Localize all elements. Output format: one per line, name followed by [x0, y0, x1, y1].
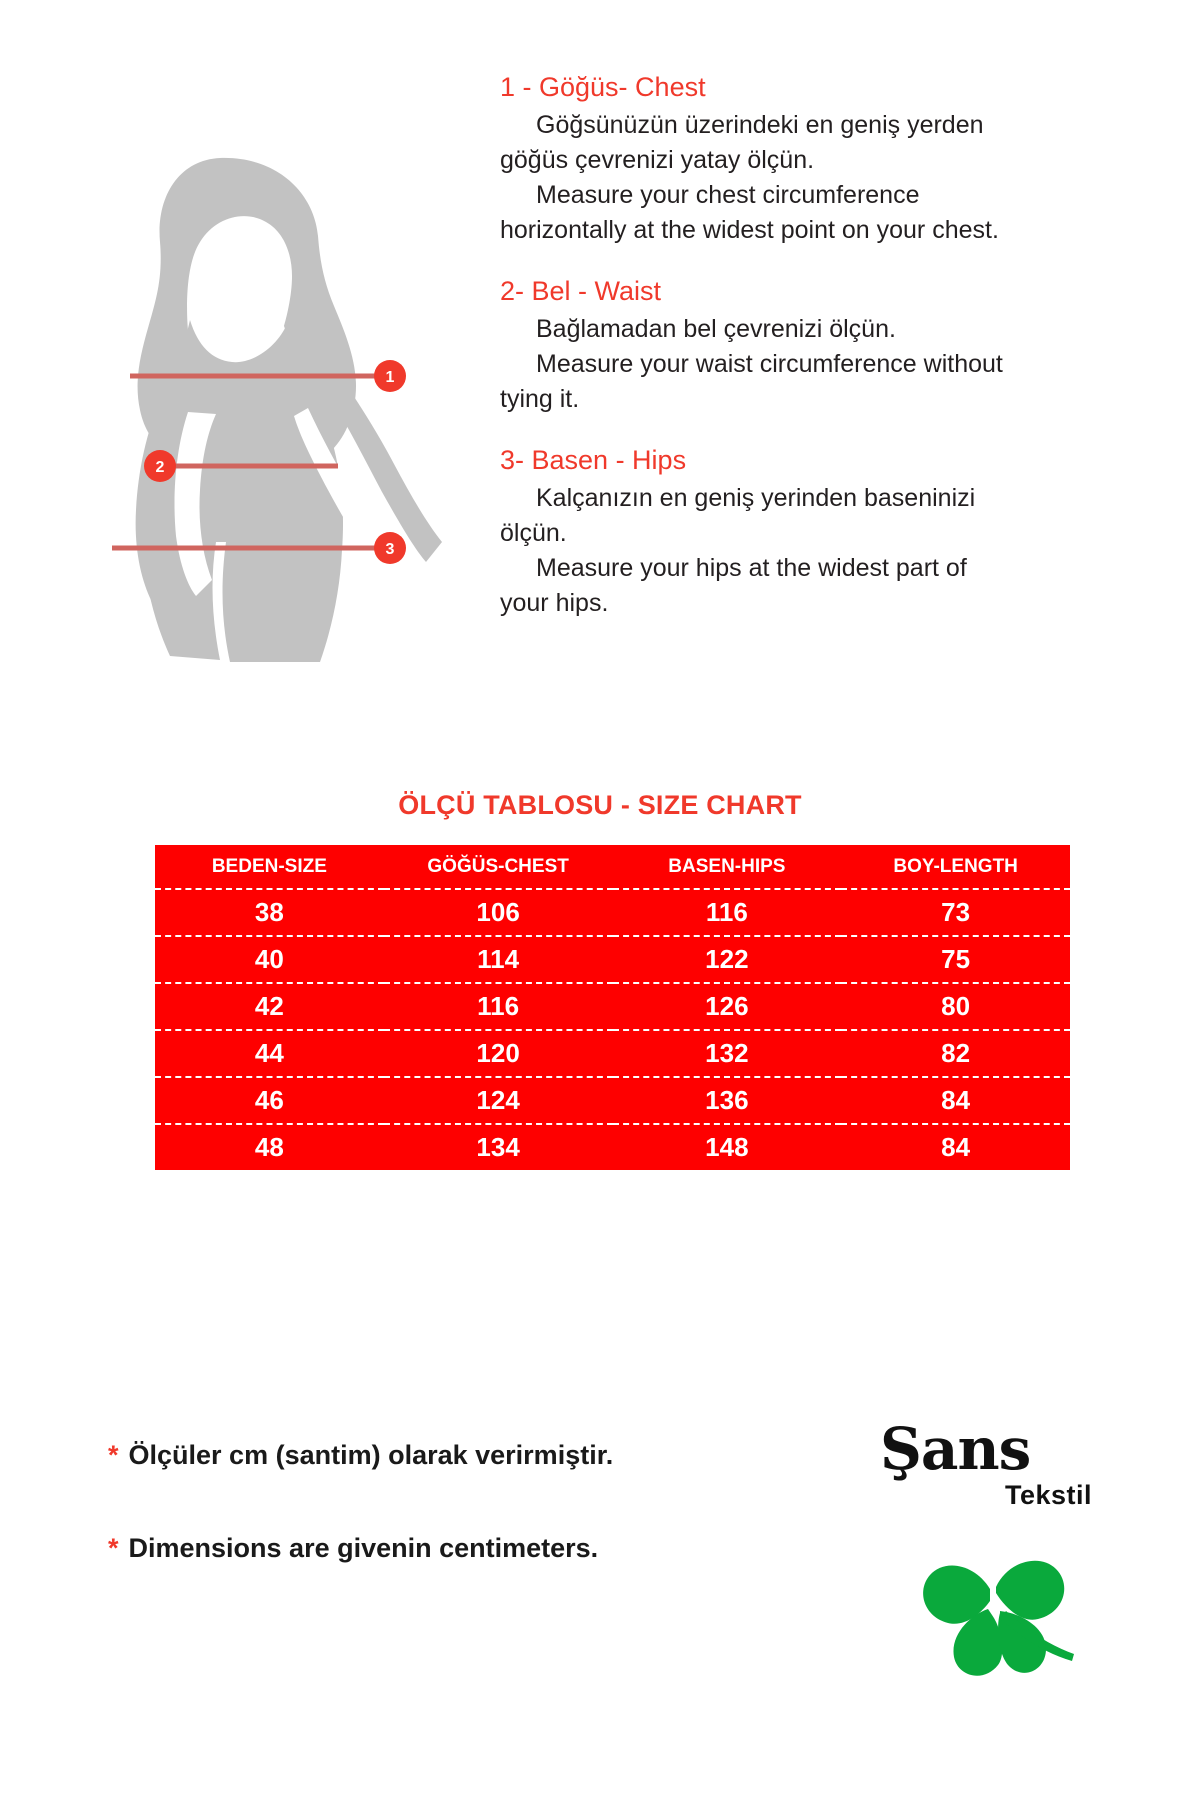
cell-chest: 114: [384, 936, 613, 983]
size-chart-title: ÖLÇÜ TABLOSU - SIZE CHART: [398, 790, 802, 820]
cell-hips: 132: [613, 1030, 842, 1077]
brand-name: Şans: [880, 1415, 1031, 1483]
cell-size: 48: [254, 1132, 284, 1162]
cell-size: 44: [155, 1030, 384, 1077]
table-row: [155, 889, 1070, 936]
brand-logo: [880, 1415, 1120, 1700]
svg-text:2: 2: [155, 459, 165, 476]
clover-icon: [904, 1523, 1120, 1693]
brand-subtitle: Tekstil: [1004, 1480, 1092, 1510]
instruction-chest-title: 1 - Göğüs- Chest: [500, 72, 706, 102]
cell-chest: 134: [476, 1132, 520, 1162]
table-row: [155, 1124, 1070, 1170]
instruction-hips-line-4: your hips.: [500, 589, 609, 617]
instruction-chest-line-2: göğüs çevrenizi yatay ölçün.: [500, 146, 815, 174]
instruction-chest: [500, 70, 1160, 248]
column-header-chest: GÖĞÜS-CHEST: [384, 845, 613, 889]
cell-size: 38: [155, 889, 384, 936]
asterisk-icon: *: [108, 1440, 119, 1470]
instruction-hips-line-1: Kalçanızın en geniş yerinden baseninizi: [536, 484, 976, 512]
footnote-tr-text: Ölçüler cm (santim) olarak verirmiştir.: [128, 1440, 614, 1470]
column-header-length: BOY-LENGTH: [841, 845, 1070, 889]
instruction-hips: [500, 443, 1160, 621]
instruction-waist-line-3: tying it.: [500, 385, 580, 413]
footnote-en: [108, 1533, 868, 1564]
instruction-waist-title: 2- Bel - Waist: [500, 276, 662, 306]
cell-length: 80: [841, 983, 1070, 1030]
instruction-chest-line-4: horizontally at the widest point on your chest.: [500, 216, 999, 244]
cell-chest: 116: [384, 983, 613, 1030]
instruction-hips-line-3: Measure your hips at the widest part of: [536, 554, 967, 582]
instruction-waist-line-2: Measure your waist circumference without: [536, 350, 1003, 378]
cell-size: 42: [155, 983, 384, 1030]
cell-hips: 136: [613, 1077, 842, 1124]
table-row: [155, 1030, 1070, 1077]
size-chart-table: [155, 845, 1070, 1170]
marker-3: [374, 532, 406, 564]
svg-text:1: 1: [385, 369, 395, 386]
instruction-hips-title: 3- Basen - Hips: [500, 445, 687, 475]
cell-length: 75: [841, 936, 1070, 983]
cell-hips: 116: [613, 889, 842, 936]
cell-hips: 122: [613, 936, 842, 983]
cell-chest: 106: [384, 889, 613, 936]
cell-length: 82: [841, 1030, 1070, 1077]
size-chart-table-wrap: [155, 845, 1070, 1170]
cell-length: 84: [941, 1132, 971, 1162]
cell-size: 46: [155, 1077, 384, 1124]
body-silhouette-figure: [70, 150, 460, 680]
instruction-chest-line-3: Measure your chest circumference: [536, 181, 920, 209]
instruction-waist-line-1: Bağlamadan bel çevrenizi ölçün.: [536, 315, 896, 343]
footnote-en-text: Dimensions are givenin centimeters.: [128, 1533, 599, 1563]
cell-hips: 126: [613, 983, 842, 1030]
table-header-row: [155, 845, 1070, 889]
instruction-chest-line-1: Göğsünüzün üzerindeki en geniş yerden: [536, 111, 984, 139]
instructions-list: [500, 70, 1160, 647]
table-row: [155, 936, 1070, 983]
footnotes: [108, 1440, 868, 1626]
cell-chest: 124: [384, 1077, 613, 1124]
cell-chest: 120: [384, 1030, 613, 1077]
cell-size: 40: [155, 936, 384, 983]
footnote-tr: [108, 1440, 868, 1471]
marker-2: [144, 450, 176, 482]
asterisk-icon: *: [108, 1533, 119, 1563]
table-row: [155, 1077, 1070, 1124]
cell-hips: 148: [705, 1132, 749, 1162]
svg-text:3: 3: [385, 541, 395, 558]
marker-1: [374, 360, 406, 392]
cell-length: 84: [841, 1077, 1070, 1124]
instruction-hips-line-2: ölçün.: [500, 519, 567, 547]
table-row: [155, 983, 1070, 1030]
instruction-waist: [500, 274, 1160, 417]
cell-length: 73: [841, 889, 1070, 936]
column-header-size: BEDEN-SIZE: [155, 845, 384, 889]
column-header-hips: BASEN-HIPS: [613, 845, 842, 889]
measurement-guide-section: [0, 0, 1200, 770]
